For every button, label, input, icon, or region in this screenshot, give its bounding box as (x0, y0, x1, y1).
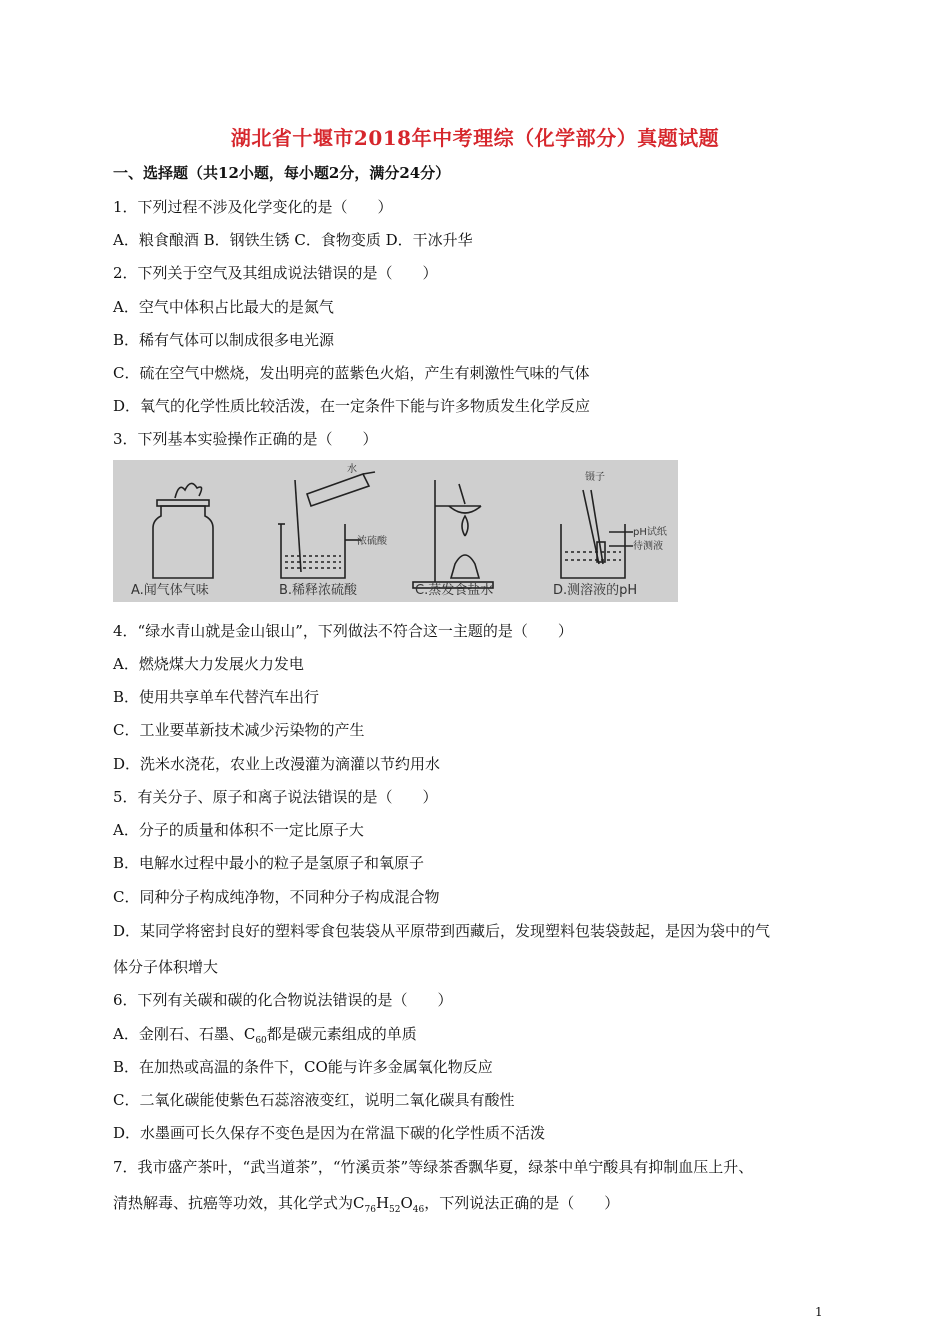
q5-option-b: B．电解水过程中最小的粒子是氢原子和氧原子 (113, 854, 425, 872)
q6-option-d: D．水墨画可长久保存不变色是因为在常温下碳的化学性质不活泼 (113, 1124, 546, 1142)
q5-stem: 5．有关分子、原子和离子说法错误的是（ ） (113, 788, 438, 806)
q5-option-d-line1: D．某同学将密封良好的塑料零食包装袋从平原带到西藏后，发现塑料包装袋鼓起，是因为袋中的气 (113, 922, 771, 940)
q3-experiment-figure (113, 460, 678, 602)
q2-stem: 2．下列关于空气及其组成说法错误的是（ ） (113, 264, 438, 282)
q5-option-c: C．同种分子构成纯净物，不同种分子构成混合物 (113, 888, 440, 906)
q1-stem: 1．下列过程不涉及化学变化的是（ ） (113, 198, 393, 216)
q7-sub-o: 46 (412, 1205, 425, 1215)
q6-a-suffix: 都是碳元素组成的单质 (266, 1025, 417, 1043)
caption-a: A.闻气体气味 (131, 583, 209, 598)
q7-line1: 7．我市盛产茶叶，“武当道茶”，“竹溪贡茶”等绿茶香飘华夏，绿茶中单宁酸具有抑制血压上升、 (113, 1158, 754, 1176)
q7-o: O (400, 1194, 413, 1212)
label-tweezers: 镊子 (585, 472, 605, 483)
q7-line2 (113, 1192, 619, 1215)
q4-stem: 4．“绿水青山就是金山银山”，下列做法不符合这一主题的是（ ） (113, 622, 573, 640)
label-test-solution: 待测液 (633, 541, 663, 552)
q7-line2-suffix: ，下列说法正确的是（ ） (424, 1194, 620, 1212)
page-number: 1 (815, 1305, 823, 1319)
q4-option-a: A．燃烧煤大力发展火力发电 (113, 655, 304, 673)
label-ph-paper: pH试纸 (633, 527, 667, 538)
caption-c: C.蒸发食盐水 (415, 583, 494, 598)
q4-option-d: D．洗米水浇花，农业上改漫灌为滴灌以节约用水 (113, 755, 441, 773)
q7-sub-h: 52 (389, 1205, 401, 1215)
page-title: 湖北省十堰市2018年中考理综（化学部分）真题试题 (230, 126, 720, 150)
q5-option-d-line2: 体分子体积增大 (113, 958, 219, 976)
q7-line2-prefix: 清热解毒、抗癌等功效，其化学式为C (113, 1194, 365, 1212)
q5-option-a: A．分子的质量和体积不一定比原子大 (113, 821, 364, 839)
q4-option-b: B．使用共享单车代替汽车出行 (113, 688, 320, 706)
q3-stem: 3．下列基本实验操作正确的是（ ） (113, 430, 378, 448)
q1-options: A．粮食酿酒 B．钢铁生锈 C．食物变质 D．干冰升华 (113, 231, 473, 249)
q4-option-c: C．工业要革新技术减少污染物的产生 (113, 721, 365, 739)
q2-option-d: D．氧气的化学性质比较活泼，在一定条件下能与许多物质发生化学反应 (113, 397, 591, 415)
q6-a-prefix: A．金刚石、石墨、C (113, 1025, 256, 1043)
caption-b: B.稀释浓硫酸 (279, 583, 358, 598)
q2-option-a: A．空气中体积占比最大的是氮气 (113, 298, 334, 316)
q6-a-subscript: 60 (255, 1036, 267, 1046)
q6-option-b: B．在加热或高温的条件下，CO能与许多金属氧化物反应 (113, 1058, 493, 1076)
q2-option-b: B．稀有气体可以制成很多电光源 (113, 331, 335, 349)
label-water: 水 (347, 464, 357, 475)
section-heading: 一、选择题（共12小题，每小题2分，满分24分） (113, 164, 451, 182)
q6-stem: 6．下列有关碳和碳的化合物说法错误的是（ ） (113, 991, 453, 1009)
q7-sub-c: 76 (364, 1205, 376, 1215)
label-concentrated-acid: 浓硫酸 (357, 536, 387, 547)
q7-h: H (375, 1194, 390, 1212)
q6-option-c: C．二氧化碳能使紫色石蕊溶液变红，说明二氧化碳具有酸性 (113, 1091, 515, 1109)
caption-d: D.测溶液的pH (553, 583, 638, 598)
q2-option-c: C．硫在空气中燃烧，发出明亮的蓝紫色火焰，产生有刺激性气味的气体 (113, 364, 590, 382)
q6-option-a (113, 1023, 417, 1046)
